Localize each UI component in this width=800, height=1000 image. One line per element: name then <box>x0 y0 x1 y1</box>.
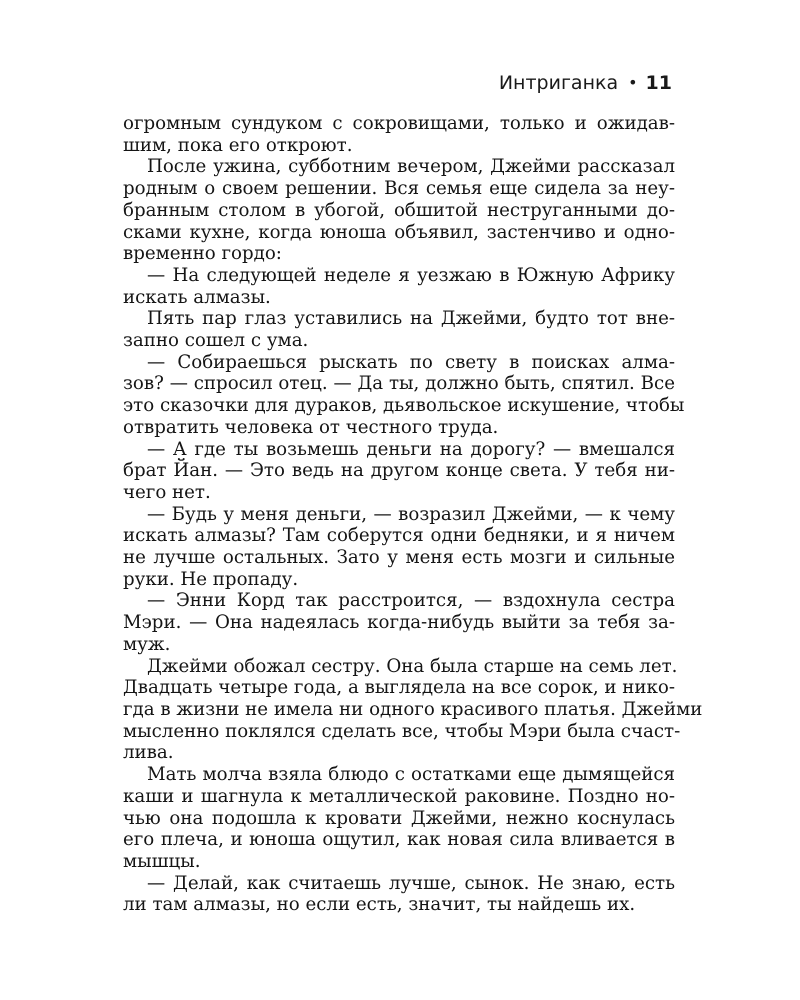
text-line: бранным столом в убогой, обшитой неструганными до- <box>123 199 675 221</box>
text-line: Мать молча взяла блюдо с остатками еще дымящейся <box>147 764 675 786</box>
text-line: Джейми обожал сестру. Она была старше на семь лет. <box>147 655 678 677</box>
text-line: это сказочки для дураков, дьявольское искушение, чтобы <box>123 395 685 417</box>
text-line: Мэри. — Она надеялась когда-нибудь выйти за тебя за- <box>123 612 675 634</box>
text-line: ли там алмазы, но если есть, значит, ты найдешь их. <box>123 894 636 916</box>
text-line: руки. Не пропаду. <box>123 568 299 590</box>
text-line: гда в жизни не имела ни одного красивого платья. Джейми <box>123 698 703 720</box>
text-line: чью она подошла к кровати Джейми, нежно коснулась <box>123 807 675 829</box>
text-line: шим, пока его откроют. <box>123 134 353 156</box>
text-line: каши и шагнула к металлической раковине. Поздно но- <box>123 785 675 807</box>
text-line: отвратить человека от честного труда. <box>123 416 499 438</box>
body-text <box>123 113 703 916</box>
text-line: лива. <box>123 742 174 764</box>
text-line: временно гордо: <box>123 243 282 265</box>
text-line: его плеча, и юноша ощутил, как новая сила вливается в <box>123 829 675 851</box>
text-line: Пять пар глаз уставились на Джейми, будто тот вне- <box>147 308 675 330</box>
text-line: брат Йан. — Это ведь на другом конце света. У тебя ни- <box>123 460 675 482</box>
text-line: чего нет. <box>123 481 211 503</box>
text-line: огромным сундуком с сокровищами, только и ожидав- <box>123 113 675 134</box>
text-line: муж. <box>123 633 171 655</box>
text-line: — Будь у меня деньги, — возразил Джейми, — к чему <box>147 503 675 525</box>
text-line: — А где ты возьмешь деньги на дорогу? — вмешался <box>147 438 675 460</box>
text-line: После ужина, субботним вечером, Джейми рассказал <box>147 156 675 178</box>
text-line: — Делай, как считаешь лучше, сынок. Не знаю, есть <box>147 872 675 894</box>
page-number: 11 <box>645 72 672 94</box>
header-separator: • <box>628 73 638 92</box>
text-line: не лучше остальных. Зато у меня есть мозги и сильные <box>123 547 675 569</box>
text-line: — Энни Корд так расстроится, — вздохнула сестра <box>147 590 675 612</box>
text-line: Двадцать четыре года, а выглядела на все сорок, и нико- <box>123 677 675 699</box>
text-line: искать алмазы. <box>123 286 271 308</box>
book-title: Интриганка <box>498 72 619 94</box>
text-line: зов? — спросил отец. — Да ты, должно быть, спятил. Все <box>123 373 675 395</box>
text-line: искать алмазы? Там соберутся одни бедняки, и я ничем <box>123 525 675 547</box>
text-line: мышцы. <box>123 850 201 872</box>
running-header <box>499 72 672 94</box>
text-line: мысленно поклялся сделать все, чтобы Мэри была счаст- <box>123 720 681 742</box>
text-line: родным о своем решении. Вся семья еще сидела за неу- <box>123 178 675 200</box>
text-line: сками кухне, когда юноша объявил, застенчиво и одно- <box>123 221 675 243</box>
text-line: — На следующей неделе я уезжаю в Южную Африку <box>147 264 675 286</box>
text-line: запно сошел с ума. <box>123 330 309 352</box>
text-line: — Собираешься рыскать по свету в поисках алма- <box>147 351 675 373</box>
